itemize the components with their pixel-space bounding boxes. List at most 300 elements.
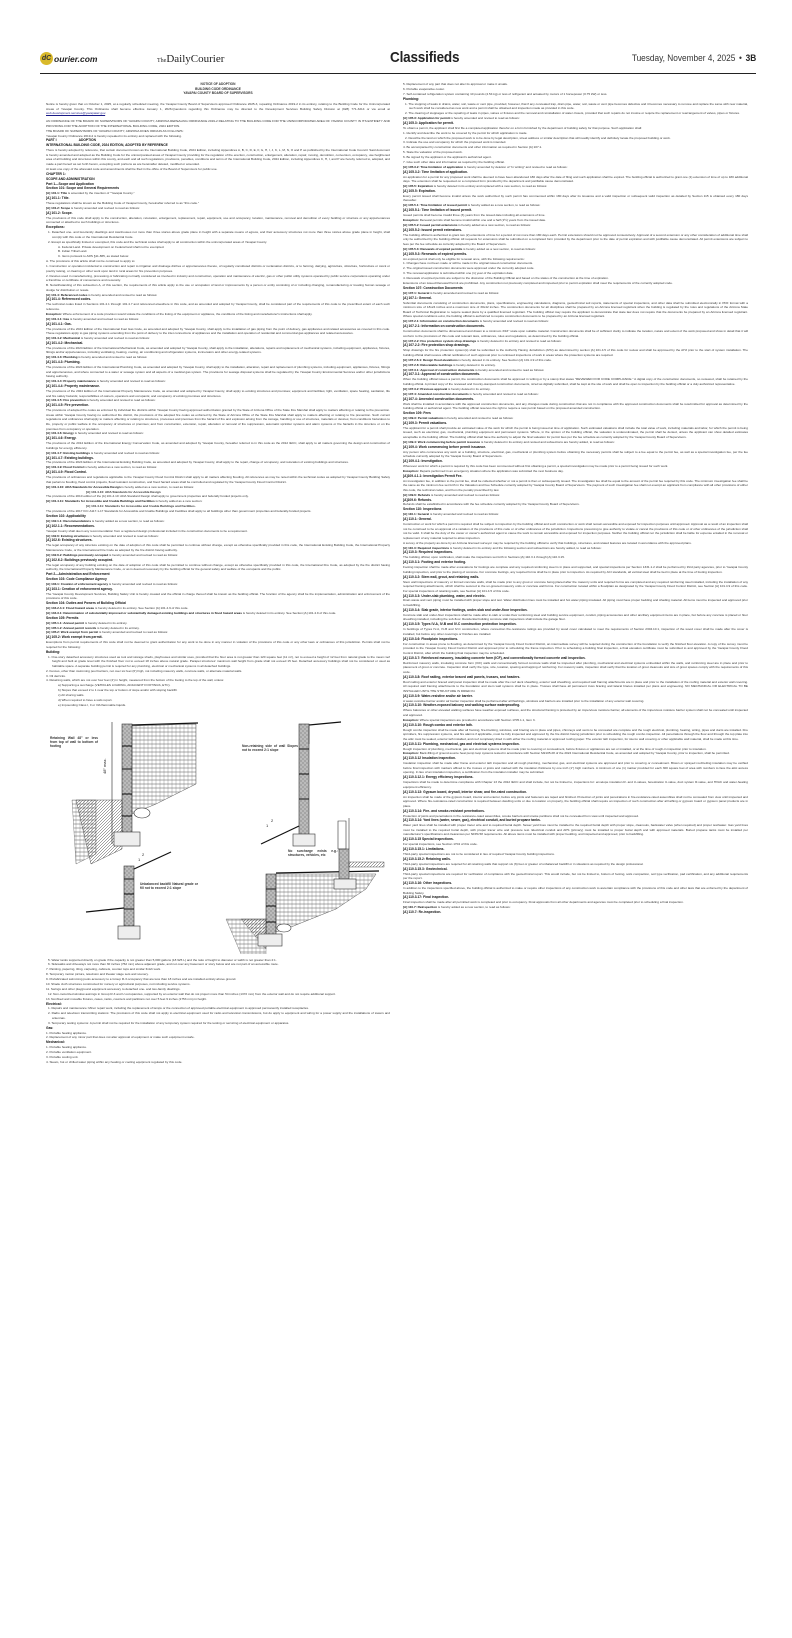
paragraph: Extensions of an issued Renewal Permit are prohibited. Any construction not previously completed and inspected prior to permit expiration shall meet the requirements of the currently adopted code.: [403, 281, 673, 286]
notice-intro-suffix: .: [105, 111, 107, 116]
paragraph: The provisions of the 2012 Edition of the International Energy Conservation Code, as amended and adopted by Yavapai County, hereafter referred to in this code as the 2012 IECC, shall apply to all matters governing the design and construction of buildings for energy efficiency.: [46, 441, 390, 450]
amendment-line: [46, 626, 390, 631]
amendment-reference: [A] 102.6: Existing structures: [46, 533, 89, 538]
paragraph: In addition to the inspections specified above, the building official is authorized to make or require other inspections of any construction work to ascertain compliance with the provisions of this code and other laws that are enforced by the department of Building Safety.: [403, 885, 748, 895]
newspaper-name-main: DailyCourier: [166, 53, 225, 65]
retaining-wall-diagram: [46, 714, 390, 954]
paragraph: Issued permits shall become invalid three (3) years from the issued date including all extensions of time.: [403, 213, 546, 218]
section-heading: [A] 110.7: Re-inspection.: [403, 910, 442, 915]
amendment-line: [46, 611, 390, 616]
list-item: 1. Detached one- and two-family dwellings and townhouses not more than three stories above grade plane in height with a separate means of egress, and their accessory structures not more than three stories above grade plane in height, shall comply with this code or the International Residential Code.: [48, 230, 390, 239]
paragraph: A water-resistive barrier and/or air barrier inspection shall be performed after all flashings, windows and barriers are installed prior to the installation of any exterior wall covering.: [403, 698, 645, 703]
part-1-heading: [46, 138, 390, 143]
amendment-line: [46, 582, 390, 587]
section-heading: [A] 110.3.12 Insulation inspection.: [403, 756, 456, 761]
amendment-reference: [A] 101.2: Scope: [46, 206, 71, 211]
paragraph: The provisions of the 2024 Edition of the International Plumbing Code, as amended and adopted by Yavapai County, shall apply to the installation, alteration, repair and replacement of plumbing systems, including equipment, appliances, fixtures, fittings and appurtenances, and where connected to a water or sewage system and all aspects of a medical gas system. The provisions for sewage disposal systems shall be regulated by the Yavapai County Environmental Services and/or other jurisdictions having authority.: [46, 365, 390, 379]
amendment-text: is hereby added as a new section:: [154, 499, 203, 504]
amendment-reference: [A] 107.3.1: Approval of construction documents: [403, 367, 475, 372]
notice-heading-line-3: YAVAPAI COUNTY BOARD OF SUPERVISORS: [183, 91, 253, 96]
paragraph: 1. Portable heating appliance.: [46, 1030, 87, 1035]
amendment-text: Where enforcement of a code provision would violate the conditions of the listing of the equipment or appliance, the conditions of the listing and manufacturer's instructions shall apply.: [61, 311, 313, 316]
amendment-text: is hereby amended and revised to read as follows:: [95, 379, 166, 384]
amendment-line: [403, 291, 748, 296]
list-item: B. Indian Tribal Land.: [58, 249, 88, 254]
amendment-line: [403, 392, 748, 397]
section-heading: [A] 105.5.3: Renewals of expired permits.: [403, 251, 468, 256]
amendment-line: [46, 312, 390, 317]
paragraph: Final inspection shall be made after all permitted work is completed and prior to occupancy. Final approvals from all other departments and agencies must be completed prior to scheduling a final inspection.: [403, 900, 684, 905]
amendment-line: [403, 363, 748, 368]
logo-text: ourier.com: [54, 53, 98, 64]
section-heading: [A] 101.4.9: Flood Control.: [46, 470, 88, 475]
section-heading: Section 105: Permits: [46, 615, 79, 620]
amendment-text: is hereby deleted in its entirety.: [447, 386, 491, 391]
amendment-text: is hereby amended and revised to read as follows:: [474, 367, 545, 372]
paragraph: 4. Steam, hot or chilled water piping within any heating or cooling equipment regulated by this code.: [46, 1059, 183, 1064]
paragraph: The provisions of the 2010 edition of the [A] 101.4.10: ADA Standard Design shall apply to government properties and federally funded projects only.: [46, 494, 249, 499]
paragraph: For special inspections, see Section 1704 of this code.: [403, 842, 478, 847]
amendment-line: [46, 206, 390, 211]
section-heading: Part 2—Administration and Enforcement: [46, 572, 110, 577]
paragraph: The provisions of this code shall apply to the construction, alteration, relocation, enlargement, replacement, repair, equipment, use and occupancy, location, maintenance, removal and demolition of every building or structure or any appurtenances connected or attached to such buildings or structures.: [46, 215, 390, 225]
paragraph: Insulation inspection shall be made after frame and exterior lath inspection and all rough plumbing, mechanical, gas, and electrical systems are approved and prior to covering or concealment. Blown or sprayed roof/ceiling insulation may be verified before final inspection with markers affixed to the trusses or joists and marked with the insulation thickness by one inch (1") high numbers. A minimum of one (1) marker provided for each 300 square feet of area with numbers to face the attic access opening. In lieu of an insulation inspection, a certification from the insulation installer may be submitted.: [403, 761, 748, 775]
paragraph: 4. Be accompanied by construction documents and other information as required in Section [A] 107.1.: [403, 145, 543, 150]
amendment-text: is hereby amended and revised to read as follows:: [443, 415, 514, 420]
max-height-label: 48" max.: [102, 757, 107, 774]
list-item: 1. Repairs and maintenance: Minor repair work, including the replacement of lamps or the connection of approved portable electrical equipment to approved permanently installed receptacles.: [48, 1006, 309, 1011]
section-heading: [A] 110.3.10: Rough combo and exterior lath.: [403, 722, 473, 727]
section-heading: [A] 107.2.2: Fire protection shop drawings.: [403, 343, 470, 348]
list-item: 5. Water tanks supported directly on grade if the capacity is not greater than 5,000 gallons (18 925 L) and the ratio of height to diameter or width is not greater than 2:1.: [48, 957, 277, 962]
amendment-reference: Exception:: [46, 311, 62, 316]
copy-filed-statement: At least one copy of the aforesaid code and amendments shall be filed in the office of the Board of Supervisors for public use.: [46, 166, 218, 171]
paragraph: Roof nailing and exterior braced wall panel inspection shall be made after the roof deck sheathing, exterior wall sheathing, and required wall framing attachments are in place and prior to the installation of the roofing material and exterior wall covering. All required wall framing attachments to the foundation and stem wall systems shall be in place. Trusses shall have all permanent truss bracing and lateral braces installed per plans and engineering. NO MECHANICAL OR ELECTRICAL TO BE INSTALLED UNTIL THE STRUCTURE IS DRIED IN.: [403, 679, 748, 693]
amendment-line: [46, 191, 390, 196]
paragraph: Exemptions from permit requirements of this code shall not be deemed to grant authorization for any work to be done in any manner in violation of the provisions of this code or any other laws or ordinances of this jurisdiction. Permits shall not be required for the following:: [46, 640, 390, 649]
amendment-line: [46, 465, 390, 470]
section-heading: Gas:: [46, 1025, 54, 1030]
slope-rise-label-1: 1: [266, 822, 269, 828]
notice-intro-text: Notice is hereby given that on October 1, 2025, at a regularly scheduled meeting, the Yavapai County Board of Supervisors approved Ordinance 2025-3, repealing Ordinance 2019-2 in its entirety, relating to the Building Code for the Unincorporated Areas of Yavapai County. This Ordinance shall become effective January 1, 2026.Questions regarding this Ordinance may be directed to the Development Services Building Safety Division at (928) 771-3214 or via email at: [46, 102, 390, 111]
section-heading: [A] 110.3.15 Special inspections.: [403, 837, 454, 842]
paragraph: 3. Portable cooling unit.: [46, 1055, 79, 1060]
paragraph: The provisions of the 2024 Edition of the International Fuel Gas Code, as amended and adopted by Yavapai County, shall apply to the installation of gas piping from the point of delivery, gas appliances and related accessories as covered in this code. These regulations apply to gas piping systems extending from the point of delivery to the inlet connections of appliances and the installation and operation of residential and commercial gas appliances and related accessories.: [46, 326, 390, 336]
section-heading: [A] 107.2.1: Information on construction documents.: [403, 324, 485, 329]
amendment-reference: Exception:: [403, 218, 419, 223]
section-heading: [A] 110.3.9: Water-resistive and/or air barrier.: [403, 693, 473, 698]
paragraph: Footing inspection shall be made after excavations for footings are complete and any required reinforcing steel is in place and supported, and special inspections per Section 1331.1.2 shall be performed by third party agencies, prior to Yavapai County building inspection, and prior to the placing of concrete. For concrete footings, any required forms shall be in place prior to inspection. As required by ACI standards, all vertical steel shall be tied in place at the time of footing inspection.: [403, 565, 748, 574]
amendment-line: [46, 379, 390, 384]
right-column-sections: [403, 82, 748, 915]
amendment-text: is amended by the insertion of "Yavapai County.": [67, 191, 135, 196]
section-heading: [A] 110.3.7: Reinforced masonry, insulating concrete form (ICF), and conventionally formed concrete wall inspection.: [403, 655, 586, 660]
slope-run-label-2: 2: [142, 851, 145, 857]
section-heading: [A] 102.6: Existing structures.: [46, 538, 93, 543]
section-heading: Section 110: Inspections: [403, 507, 442, 512]
amendment-text: is hereby added as a new section, to read as follows:: [91, 518, 165, 523]
part-1-label: PART I: [46, 138, 57, 143]
list-item: 2. Radio and television transmitting stations: The provisions of this code shall not apply to electrical equipment used for radio and television transmissions, but do apply to equipment and wiring for a power supply and the installations of towers and antennas.: [48, 1011, 390, 1020]
paragraph: The applicant for a permit shall provide an estimated value of the work for which the permit is being issued at time of application. Such estimated valuations shall include the total value of work, including materials and labor, for which the permit is being issued, such as electrical, gas, mechanical, plumbing equipment and permanent systems. Where, in the opinion of the building official, the valuation is underestimated, the permit shall be denied, unless the applicant can show detailed estimates acceptable to the building official. The building official shall have the authority to adjust the final valuation for permit fees per the fee schedule as currently adopted by the Yavapai County Board of Supervisors.: [403, 425, 748, 439]
paragraph: The provisions of the 2024 Edition of the International Existing Building Code, as amended and adopted by Yavapai County, shall apply to the repair, change of occupancy, and relocation of existing buildings and structures.: [46, 460, 349, 465]
left-column-sections: [46, 172, 390, 708]
section-heading: [A] 110.3.16: Other inspections.: [403, 881, 453, 886]
paragraph: 7. Painting, papering, tiling, carpeting, cabinets, counter tops and similar finish work.: [46, 967, 162, 972]
newspaper-name: [157, 53, 224, 65]
amendment-reference: [A] 101.1: Title: [46, 191, 68, 196]
paragraph: Inspections shall be made to determine compliance with Chapter 13 the 2012 IECC and shall include, but not be limited to, inspections for: envelope insulation R- and U-values, fenestration U-value, duct system R-value, and HVAC and water-heating equipment efficiency.: [403, 780, 748, 789]
paragraph: The provisions of the 2017 ICC A117.1-17 Standards for Accessible and Usable Buildings and Facilities shall apply to all buildings other than government properties and federally-funded projects.: [46, 509, 312, 514]
amendment-reference: [A] 104.2.4.1: Flood hazard areas: [46, 606, 95, 611]
section-heading: [A] 101.1: Title.: [46, 196, 70, 201]
section-heading: Section 101: Scope and General Requirements: [46, 186, 120, 191]
section-heading: [A]109.4.1.1: Investigation Permit Fee.: [403, 473, 463, 478]
paragraph: An inspection shall be made of the gypsum board, interior and exterior, before any joints and fasteners are taped and finished. Protection of joints and penetrations in fire-resistance-rated assemblies shall not be concealed from view until inspected and approved. Where fire-resistance-rated construction is required between dwelling units or due to location on property, the building official shall require an inspection of such construction after all lathing or gypsum board or gypsum panel products are in place.: [403, 794, 748, 808]
section-heading: [A] 102.1.1: Recommendations.: [46, 523, 95, 528]
section-heading: [A] 110.3.15.1: Limitations.: [403, 847, 445, 852]
paragraph: Every permit issued shall become invalid unless the work authorized by such permit has commenced within 180 days after its issuance and a valid inspection or subsequent valid inspection as detailed by Section 115 is obtained every 180 days thereafter.: [403, 193, 748, 203]
section-heading: Section 103: Code Compliance Agency: [46, 576, 107, 581]
retaining-wall-illustration: [46, 714, 390, 954]
section-heading: [A] 110.3.4: Slab grade, interior footings, under-slab and under-floor inspection.: [403, 607, 528, 612]
amendment-line: [46, 317, 390, 322]
paragraph: Drain waste and vent piping must be installed with proper slope and test. Water distribution lines must be installed and hot water piping insulated. All piping must have proper bedding and shading material. All items must be inspected and approved prior to backfilling.: [403, 598, 748, 608]
amendment-reference: [A] 101.4.4: Property maintenance: [46, 379, 96, 384]
section-heading: [A] 110.3.15.3: Geotechnical.: [403, 866, 448, 871]
label-non-retaining-side: Non-retaining side of wall Slopes not to exceed 2:1 slope: [242, 743, 298, 752]
amendment-reference: Exception:: [403, 717, 419, 722]
amendment-text: is hereby deleted in its entirety and revised to read as follows:: [476, 338, 562, 343]
paragraph: 1. Portable heating appliance.: [46, 1045, 87, 1050]
section-heading: CHAPTER 1:: [46, 171, 66, 176]
amendment-text: is hereby amended by deletion of "in writing" and revised to read as follows:: [463, 164, 568, 169]
paragraph: Rough combo inspection shall be made after all framing, fire-blocking, windows, and bracing are in place and pipes, chimneys and vents to be concealed are complete and the rough electrical, plumbing, heating, wiring, pipes and ducts are installed. Fire sprinklers, fire suppression systems, and fire alarms if applicable, must be fully inspected and approved by the fire district having jurisdiction prior to scheduling the rough combo inspection. All penetrations through the floor and through the top plate into the attic must be sealed, exterior lath installed, and roof completely dried in with either the roofing material or approved roofing paper. The exterior lath inspection, for stucco wall covering or other applicable wall material, shall be made at this time.: [403, 727, 748, 741]
paragraph: 13. Nonfixed and movable fixtures, cases, racks, counters and partitions not over 5 feet 9 inches (1753 mm) in height.: [46, 996, 207, 1001]
amendment-text: is hereby amended and revised to read as follows:: [73, 431, 144, 436]
left-column: [46, 82, 390, 1065]
amendment-reference: [A] 109.3: Permit valuations: [403, 415, 444, 420]
paragraph: A. The provisions of this article shall not be construed to apply to:: [46, 259, 136, 264]
paragraph: In buildings of Types IV-A, IV-B and IV-C construction, where connection fire-resistance ratings are provided by wood cover calculated to meet the requirements of Section 2304.10.1, inspection of the wood cover shall be made after the cover is installed, but before any other coverings or finishes are installed.: [403, 627, 748, 636]
paragraph: 1. Identify and describe the work to be covered by the permit for which application is made.: [403, 130, 528, 135]
section-heading: [A] 101.4.11: Standards for Accessible and Usable Buildings and Facilities.: [86, 504, 196, 509]
paragraph: The provisions of the 2024 Edition of the International Property Maintenance Code, as amended and adopted by Yavapai County, shall apply to existing structures and premises; equipment and facilities; light, ventilation, space heating, sanitation, life and fire safety hazards; responsibilities of owners, operators and occupants; and occupancy of existing premises and structures.: [46, 388, 390, 398]
amendment-line: [403, 368, 748, 373]
paragraph: These regulations shall be known as the Building Code of Yavapai County, hereinafter referred to as "this code.": [46, 201, 200, 206]
paragraph: 4. Renewals of expired permits are subject to the discretion of the Building Official and based on the status of the construction at the time of expiration.: [403, 276, 609, 281]
amendment-line: [403, 358, 748, 363]
section-heading: [A] 101.4.2: Mechanical.: [46, 340, 84, 345]
paragraph: 8. Temporary motion picture, television and theater stage sets and scenery.: [46, 972, 149, 977]
paragraph: Construction documents shall be dimensioned and drawn to a minimum 3/16" scale upon suitable material. Construction documents shall be of sufficient clarity to indicate the location, nature and extent of the work proposed and show in detail that it will conform to the provisions of this code and relevant laws, ordinances, rules and regulations, as determined by the building official.: [403, 329, 748, 338]
amendment-reference: [A] 110.7: Reinspection: [403, 905, 438, 910]
amendment-line: [403, 751, 748, 756]
amendment-text: Renewal permits shall become invalid within one and a half (1½) years from the issued date.: [418, 218, 547, 223]
masthead: [40, 50, 756, 74]
section-heading: Electrical:: [46, 1001, 62, 1006]
amendment-reference: [A] 101.4.9: Flood Control: [46, 465, 84, 470]
paragraph: 2. Devices used in manufacturing, processing or fabricating normally considered as involved in industry and construction, operation and maintenance of electric, gas or other public utility systems operated by public service corporations operating under a franchise or certificate of convenience and necessity.: [46, 273, 390, 283]
amendment-line: [46, 431, 390, 436]
amendment-line: [403, 387, 748, 392]
section-heading: [A] 101.4.4: Property maintenance.: [46, 384, 101, 389]
amendment-text: Repairs performed in an emergency situation where the application was submitted the next business day.: [418, 468, 564, 473]
amendment-reference: Exception:: [403, 751, 419, 756]
amendment-text: is hereby amended and revised to read as follows:: [478, 319, 549, 324]
paragraph: 2. Fences, other than swimming pool barriers, not over six feet (6') high, not including masonry walls, concrete walls, or alternate material walls.: [46, 668, 243, 673]
amendment-text: is hereby amended and revised to read as follows:: [468, 391, 539, 396]
amendment-text: is hereby amended and revised to read as follows:: [429, 290, 500, 295]
amendment-reference: [A] 105.5.1: Time limitation of issued permit: [403, 203, 467, 208]
list-item: C. Items pursuant to ARS §11-865, as stated below:: [58, 254, 129, 259]
amendment-text: is hereby deleted in its entirety. See Section [A] 101.4.9 of this code.: [241, 610, 337, 615]
amendment-text: is hereby amended and revised to read as follows:: [108, 552, 179, 557]
amendment-reference: [A] 101.4.2: Mechanical: [46, 336, 81, 340]
amendment-reference: [A] 110.1: General: [403, 512, 430, 517]
amendment-line: [403, 718, 748, 723]
section-heading: [A] 101.4.3: Plumbing.: [46, 360, 81, 365]
amendment-text: is hereby deleted in its entirety.: [96, 625, 140, 630]
amendment-line: [46, 499, 390, 504]
part-1-title: ADOPTION: [78, 138, 96, 143]
email-link[interactable]: web.development.services@yavapaiaz.gov: [46, 111, 106, 116]
list-item: 2. Describe the land on which the proposed work is to be done by legal description, street address or similar description that will readily identify and definitely locate the proposed building or work.: [405, 135, 671, 140]
amendment-line: [46, 630, 390, 635]
notice-heading-line-1: NOTICE OF ADOPTION: [200, 82, 236, 86]
paragraph: 7. Self-contained refrigeration system containing 10 pounds (4.54 kg) or less of refrigerant and actuated by motors of 1 horsepower (0.75 kW) or less.: [403, 91, 608, 96]
amendment-line: [403, 319, 748, 324]
section-heading: [A] 101.4: Referenced codes.: [46, 297, 92, 302]
paragraph: The building official is authorized to grant two (2) extensions of time for a period of not more than 180 days each. Permit extensions should not be approved consecutively. Approval of a second extension or any other consideration of additional time shall only be authorized by the building official. All requests for extensions shall be submitted on a completed form provided by the department prior to the date of permit expiration and with justifiable cause demonstrated. All permit extensions are subject to fees per the fee schedule as currently adopted by the Board of Supervisors.: [403, 232, 748, 246]
section-heading: [A] 110.3.10: Weather-exposed balcony and walking surface waterproofing.: [403, 703, 521, 708]
section-heading: [A] 110.3.3: Under-slab plumbing, water, and electric.: [403, 593, 486, 598]
amendment-text: is hereby deleted in its entirety and the following section and subsections are hereby added, to read as follows:: [449, 545, 602, 550]
amendment-reference: Exception:: [403, 468, 419, 473]
paragraph: Any person who commences any work on a building, structure, electrical, gas, mechanical or plumbing system before obtaining the necessary permits shall be subject to a fee equal to the permit fee, as well as a special investigation fee, per the fee schedule currently adopted by the Yavapai County Board of Supervisors.: [403, 449, 748, 459]
paragraph: Third-party special inspections are not to be considered in lieu of required Yavapai County building inspections.: [403, 852, 555, 857]
paragraph: For construction in areas prone to flooding, as determined by the Yavapai County Flood Control District, an intermediate survey will be required during the construction of the foundation to verify the finished floor elevation. A copy of the survey must be provided to the Yavapai County Flood Control District and approved prior to scheduling the frame inspection. Prior to scheduling a building final inspection, a final elevation certificate must be submitted to and approved by the Yavapai County Flood Control District, after which the building final inspection may be scheduled.: [403, 641, 748, 655]
notice-heading: [46, 82, 390, 96]
paragraph: Yavapai County shall deem any recommendation from a registered design professional included in the construction documents to be a requirement.: [46, 528, 248, 533]
paragraph: 6. Be signed by the applicant or the applicant's authorized agent.: [403, 155, 492, 160]
amendment-reference: [A] 101.4.1: Gas: [46, 316, 70, 321]
section-heading: [A] 105.5.2: Issued permit extensions.: [403, 227, 462, 232]
section-heading: [A] 107.3.1: Approval of construction documents.: [403, 372, 480, 377]
section-heading: [A] 110.3.12.1: Energy efficiency inspections.: [403, 775, 474, 780]
paragraph: The provisions of ordinances and regulations applicable to the Yavapai County Flood Control District shall apply to all matters affecting flooding. All references as may be noted within the technical codes as adopted by Yavapai County Building Safety that pertain to flooding, flood control projects, flood resistant construction, and flood hazard areas shall be controlled and regulated by the Yavapai County Flood Control District.: [46, 475, 390, 484]
amendment-text: is hereby deleted in its entirety.: [452, 362, 496, 367]
section-heading: [A] 101.4.5: Fire prevention.: [46, 403, 90, 408]
amendment-text: is hereby deleted in its entirety. See Section [A] 101.4.9 of this code.: [94, 606, 189, 611]
amendment-text: is hereby added as a new section, to read as follows:: [466, 203, 541, 208]
amendment-text: is hereby deleted in its entirety. See Section [A] 101.4.9 of this code.: [457, 357, 552, 362]
amendment-reference: [A] 105.3: Application for permit: [403, 115, 450, 120]
amendment-line: [46, 519, 390, 524]
amendment-text: is hereby amended and revised to read as follows:: [90, 450, 160, 455]
amendment-line: [403, 493, 748, 498]
section-heading: Section 109: Fees: [403, 411, 431, 415]
list-item: d) When required to have a soils report.: [58, 698, 113, 703]
list-item: 6. Sidewalks and driveways not more than 30 inches (762 mm) above adjacent grade, and not over any basement or story below and are not part of an accessible route.: [48, 962, 279, 967]
amendment-text: is hereby amended and revised to read as follows:: [430, 492, 500, 497]
section-heading: Section 104: Duties and Powers of Building Official: [46, 601, 127, 606]
paragraph: The legal occupancy of any building existing on the date of adoption of this code shall be permitted to continue without change, except as otherwise specifically provided in this code, the International Fire Code, as adopted by the fire district having authority, the International Property Maintenance Code, or as is deemed necessary by the building official for the general safety and welfare of the occupants and the public.: [46, 562, 390, 572]
paragraph: To obtain a permit, the applicant shall first file a completed application therefor on a form furnished by the department of building safety for that purpose. Such application shall:: [403, 125, 643, 130]
notice-intro: [46, 102, 390, 116]
paragraph: The provisions of the 2024 Edition of the International Mechanical Code, as amended and adopted by Yavapai County, shall apply to the installation, alterations, repairs and replacement of mechanical systems, including equipment, appliances, fixtures, fittings and/or appurtenances, including ventilating, heating, cooling, air conditioning and refrigeration systems, incinerators and other energy-related systems.: [46, 345, 390, 355]
list-item: 3. Temporary testing systems: A permit shall not be required for the installation of any temporary system required for the testing or servicing of electrical equipment or apparatus.: [48, 1020, 290, 1025]
paragraph: The building official, upon notification, shall make the inspections set forth in Sections [A] 110.3.1 through [A] 110.3.15.: [403, 555, 565, 560]
paragraph: The Yavapai County Development Services, Building Safety Unit is hereby created and the official in charge thereof shall be known as the building official. The function of the agency shall be the implementation, administration and enforcement of the provisions of this code.: [46, 591, 390, 601]
paragraph: 3. The renewal application is submitted within one (1) year of the expiration date.: [403, 271, 514, 276]
paragraph: The technical codes listed in Sections 101.4.1 through 101.4.7 and referenced elsewhere in this code, and as amended and adopted by Yavapai County, shall be considered part of the requirements of this code to the prescribed extent of each such reference.: [46, 302, 390, 311]
paragraph: The legal occupancy of any structure existing on the date of adoption of this code shall be permitted to continue without change, except as otherwise specifically provided in this code, the International Existing Building Code, the International Property Maintenance Code, or the International Fire Code as adopted by the fire district having authority.: [46, 543, 390, 552]
slope-rise-label-2: 1: [138, 856, 141, 862]
amendment-text: is hereby deleted in its entirety and replaced with a new section, to read as follows:: [432, 184, 548, 189]
section-heading: [A] 101.4.6: Energy.: [46, 436, 77, 441]
amendment-line: [46, 606, 390, 611]
paragraph: 2. Portable ventilation equipment.: [46, 1050, 92, 1055]
amendment-line: [46, 355, 390, 360]
paragraph: The provisions of adopted fire codes as enforced by individual fire districts within Yavapai County having approved authorization granted by the State of Arizona Office of the State Fire Marshal shall apply to matters affecting or relating to fire prevention. Areas within Yavapai County having no authorized fire district, the provisions of the adopted fire codes as enforced by the State of Arizona Office of the State Fire Marshal shall apply to matters affecting or relating to fire prevention. Such current regulations and ordinances shall apply to matters affecting or relating to structures, processes and premises from the hazard of fire and explosion arising from the storage, handling or use of structures, materials or devices; from conditions hazardous to life, property or public welfare in the occupancy of structures or premises; and from construction, extension, repair, alteration or removal of fire suppression, automatic sprinkler systems and alarm systems or fire hazards in the structure or on the premises from occupancy or operation.: [46, 408, 390, 431]
section-heading: [A] 110.3.14: Fire- and smoke-resistant penetrations.: [403, 808, 485, 813]
amendment-reference: [A] 101.4.6: Energy: [46, 431, 74, 436]
paragraph: Third-party special inspections are required for all retaining walls that support six (6) feet or greater of unbalanced backfill or in situations as required by the design professional.: [403, 861, 644, 866]
dcourier-logo[interactable]: [40, 52, 97, 65]
amendment-line: [403, 905, 748, 910]
amendment-reference: [A] 104.3.1: Determination of substantially improved or substantially damaged existing buildings and structures in flood hazard areas: [46, 610, 242, 615]
amendment-line: [403, 184, 748, 189]
amendment-text: is hereby amended and revised to read as follows:: [98, 630, 169, 635]
amendment-text: is hereby amended and revised to read as follows:: [80, 336, 150, 340]
amendment-text: is hereby deleted in its entirety and revised and subsections are hereby added, to read as follows:: [480, 439, 615, 444]
amendment-reference: [A] 107.4: Amended construction documents: [403, 391, 469, 396]
section-heading: [A] 110.1: General.: [403, 517, 432, 522]
section-heading: [A] 105.5: Expiration.: [403, 189, 436, 193]
right-column: [403, 82, 748, 915]
paragraph: 2. Replacement of any minor part that does not alter approval of equipment or make such equipment unsafe.: [46, 1035, 195, 1040]
page-number: 3B: [745, 53, 756, 63]
list-item: a) Supporting a surcharge (VEHICLES LOADING, ADJACENT FOOTINGS, ETC).: [58, 683, 171, 688]
paragraph: Protection of joints and penetrations in fire-resistance-rated assemblies, smoke barriers and smoke partitions shall not be concealed from view until inspected and approved.: [403, 813, 639, 818]
section-heading: [A]109.6: Refunds.: [403, 497, 432, 502]
section-heading: [A] 110.3.5: Types IV-A, IV-B and IV-C construction protection inspection.: [403, 622, 517, 627]
label-retaining-wall: Retaining Wall 48" or less from top of wall to bottom of footing: [50, 735, 98, 749]
amendment-line: [403, 339, 748, 344]
amendment-reference: [A] 107.3.2: Previous approval: [403, 386, 448, 391]
section-heading: SCOPE AND ADMINISTRATION: [46, 176, 95, 181]
amendment-reference: [A] 102.1.1: Recommendations: [46, 518, 92, 523]
section-heading: [A] 110.3.1: Footing and exterior footing.: [403, 560, 467, 565]
paragraph: Third-party special inspections are required for verification of compliance with the geotechnical report. This would include, but not be limited to, bottom of footing, soils compaction, soil type verification, pad certification, and any additional requirements per the report.: [403, 871, 748, 881]
list-item: A. Federal Land. Private development on Federal land shall not be exempted.: [58, 244, 165, 249]
notice-heading-line-2: BUILDING CODE ORDINANCE: [195, 86, 241, 91]
amendment-reference: [A] 107.2.2: Fire protection system shop drawings: [403, 338, 477, 343]
amendment-reference: [A] 105.2: Work exempt from permit: [46, 630, 99, 635]
amendment-text: is hereby amended and revised to read as follows:: [449, 115, 520, 120]
section-heading: [A] 110.3.13: Gypsum board, drywall, interior shear, and fire-rated construction.: [403, 789, 528, 794]
paragraph: Refunds shall be established in accordance with the fee schedule currently adopted by the Yavapai County Board of Supervisors.: [403, 502, 580, 507]
amendment-reference: [A] 105.3.2: Time limitation of application: [403, 164, 464, 169]
list-item: 12. Non-motorized window awnings in Group R-3 and U occupancies, supported by an exterior wall that do not project more than 54 inches (1372 mm) from the exterior wall and do not require additional support.: [48, 991, 336, 996]
section-heading: [A] 103.1: Creation of enforcement agency.: [46, 586, 113, 591]
amendment-text: is hereby added as a new section, to read as follows:: [462, 246, 536, 251]
paragraph: 3. Indicate the use and occupancy for which the proposed work is intended.: [403, 140, 507, 145]
amendment-reference: [A] 103.1: Creation of enforcement agency: [46, 581, 109, 586]
list-item: 1. One-story detached accessory structures used as tool and storage sheds, playhouses and similar uses, provided that the floor area is not greater than 120 square feet (11 m²), not to exceed a height of 12 feet from natural grade to the mean roof height and built at grade level with the finished floor not to exceed 18 inches above natural grade. Parapet structures' maximum wall height from grade shall not exceed 15 feet. Detached accessory buildings shall not be considered or used as habitable space. A separate building permit is required for any plumbing, electrical or mechanical systems in all detached buildings.: [48, 654, 390, 668]
amendment-line: [403, 512, 748, 517]
amendment-reference: [A] 107.2.6.1: Design flood elevations: [403, 357, 458, 362]
paragraph: Reinforced masonry walls, insulating concrete form (ICF) walls and conventionally formed concrete walls shall be inspected after plumbing, mechanical and electrical systems embedded within the walls, and reinforcing steel are in place and prior to placement of grout or concrete. Inspection shall verify the type, size, location, spacing and lapping of reinforcing. For masonry walls, inspection shall verify that the location of grout cleanouts and size of grout spaces comply with the requirements of this code.: [403, 660, 748, 674]
section-heading: [A] 101.2: Scope.: [46, 210, 73, 215]
amendment-line: [403, 218, 748, 223]
paragraph: 2. The original issued construction documents were approved under the currently adopted code.: [403, 266, 535, 271]
amendment-reference: [A] 105.5: Expiration: [403, 184, 433, 189]
amendment-reference: [A] 105.1.2: Annual permit records: [46, 625, 97, 630]
amendment-text: Where special inspections are provided in accordance with Section 1705.1.1, Item 3.: [418, 717, 536, 722]
amendment-reference: [A] 110.3: Required inspections: [403, 545, 450, 550]
label-unbalanced-backfill: Unbalanced backfill Natural grade or fill not to exceed 2:1 slope: [140, 881, 198, 890]
label-no-surcharge: No surcharge exists e.g.: structures, vehicles, etc: [288, 848, 338, 857]
section-heading: [A] 101.4.1: Gas.: [46, 321, 72, 326]
amendment-text: is hereby amended and revised to read as follows:: [87, 292, 158, 297]
paragraph: Shop drawings for the fire protection system(s) shall be submitted to the Authority Having Jurisdiction (AHJ) as determined by section [A] 101.4.5 of this code for review and shall be approved by the AHJ prior to the start of system installation. The building official shall receive official notification of such approval prior to continued inspections of work in areas where the protection systems are required.: [403, 348, 748, 357]
paragraph: An expired permit shall only be eligible for renewal once, with the following requirements:: [403, 256, 525, 261]
slope-run-label-1: 2: [271, 817, 274, 823]
section-heading: Section 107: Construction Documents: [403, 285, 463, 290]
amendment-reference: [A] 109.4: Work commencing before permit issuance: [403, 439, 481, 444]
amendment-text: is hereby deleted in its entirety.: [84, 620, 128, 625]
amendment-reference: [A] 101.4: Referenced codes: [46, 292, 88, 297]
section-heading: [A] 110.3.17: Final inspection.: [403, 895, 450, 900]
section-heading: [A] 102.6.2: Buildings previously occupied.: [46, 557, 114, 562]
section-heading: [A] 101.4.7: Existing buildings.: [46, 455, 94, 460]
paragraph: 10. Shade cloth structures constructed for nursery or agricultural purposes, not including service systems.: [46, 981, 191, 986]
ordinance-title: AN ORDINANCE OF THE BOARD OF SUPERVISORS OF YAVAPAI COUNTY, ARIZONA REPEALING ORDINANCE 2019-2 RELATING TO THE BUILDING CODE FOR THE UNINCORPORATED AREA OF YAVAPAI COUNTY IN ITS ENTIRETY AND PROVIDING FOR THE ADOPTION OF THE INTERNATIONAL BUILDING CODE, 2024 EDITION.: [46, 119, 390, 128]
amendment-text: is hereby amended and revised to read as follows:: [69, 316, 140, 321]
amendment-text: Back-filling of ground-source heat pump loop systems tested in accordance with Section M2105.28 of the 2024 International Residential Code, as amended and adopted by Yavapai County, prior to inspection, shall be permitted.: [418, 751, 730, 756]
amendment-line: [46, 451, 390, 456]
amendment-text: is hereby amended and revised to read as follows:: [70, 206, 140, 211]
section-heading: Part 1—Scope and Application: [46, 181, 94, 186]
section-heading: [A] 110.3: Required inspections.: [403, 550, 454, 555]
paragraph: An application for a permit for any proposed work shall be deemed to have been abandoned 180 days after the date of filing and such application shall be expired. The building official is authorized to grant one (1) extension of time of up to 180 additional days. The extension shall be requested on a completed form provided by the department and justifiable cause demonstrated.: [403, 174, 748, 184]
section-heading: Exceptions:: [46, 225, 65, 230]
section-heading: [A] 109.4.1: Investigation.: [403, 459, 443, 464]
newspaper-name-prefix: The: [157, 58, 167, 64]
paragraph: 6. Portable evaporative cooler.: [403, 86, 445, 91]
amendment-reference: [A] 101.4.3: Plumbing: [46, 355, 78, 360]
amendment-reference: [A] 102.6.2: Buildings previously occupied: [46, 552, 109, 557]
logo-badge-icon: dC: [40, 52, 53, 65]
section-title: Classifieds: [390, 49, 460, 66]
amendment-text: is hereby amended and revised to read as follows:: [77, 355, 148, 360]
list-item: 1. The stopping of leaks in drains, water, soil, waste or vent pipe, provided, however, that if any concealed trap, drain pipe, water, soil, waste or vent pipe becomes defective and it becomes necessary to remove and replace the same with new material, such work shall be considered as new work and a permit shall be obtained and inspection made as provided in this code.: [405, 101, 748, 111]
paragraph: Submittal documents consisting of construction documents, plans, specifications, engineering calculations, diagrams, geotechnical soil reports, statements of special inspections, and other data shall be submitted electronically in PDF format with a minimum size of 18x24 inches and a maximum size of 30x42 inches. The construction documents for all disciplines shall be prepared by an Arizona licensed registrant when the building is regulated by the rules and regulations of the Arizona State Board of Technical Registration to require sealed plans by a qualified licensed registrant. The building official may require the applicant to demonstrate that state law does not require that the documents be prepared by an Arizona licensed registrant. Where special conditions exist, the building official is authorized to require construction documents to be prepared by an Arizona licensed registrant.: [403, 300, 748, 319]
amendment-text: is hereby added as a new section, to read as follows:: [437, 905, 511, 910]
section-heading: Building:: [46, 649, 61, 654]
amendment-line: [46, 621, 390, 626]
amendment-text: is hereby amended and revised to read as follows:: [85, 398, 156, 403]
list-item: e) Impounding Class I, II or IIIA flammable liquids.: [58, 702, 127, 707]
section-heading: [A] 105.3.2: Time limitation of application.: [403, 169, 468, 174]
paragraph: 7. Give such other data and information as required by the building official.: [403, 159, 505, 164]
repeal-statement: Yavapai County Ordinance 2019-2 is hereby repealed in its entirety and replaced with the following.: [46, 133, 182, 138]
amendment-reference: [A] 105.1.1: Annual permit: [46, 620, 85, 625]
list-item: b) Slopes that exceed 2 to 1 near the top or bottom of slope and/or with sloping backfill.: [58, 688, 178, 693]
paragraph: 3. Oil derricks.: [46, 673, 66, 678]
